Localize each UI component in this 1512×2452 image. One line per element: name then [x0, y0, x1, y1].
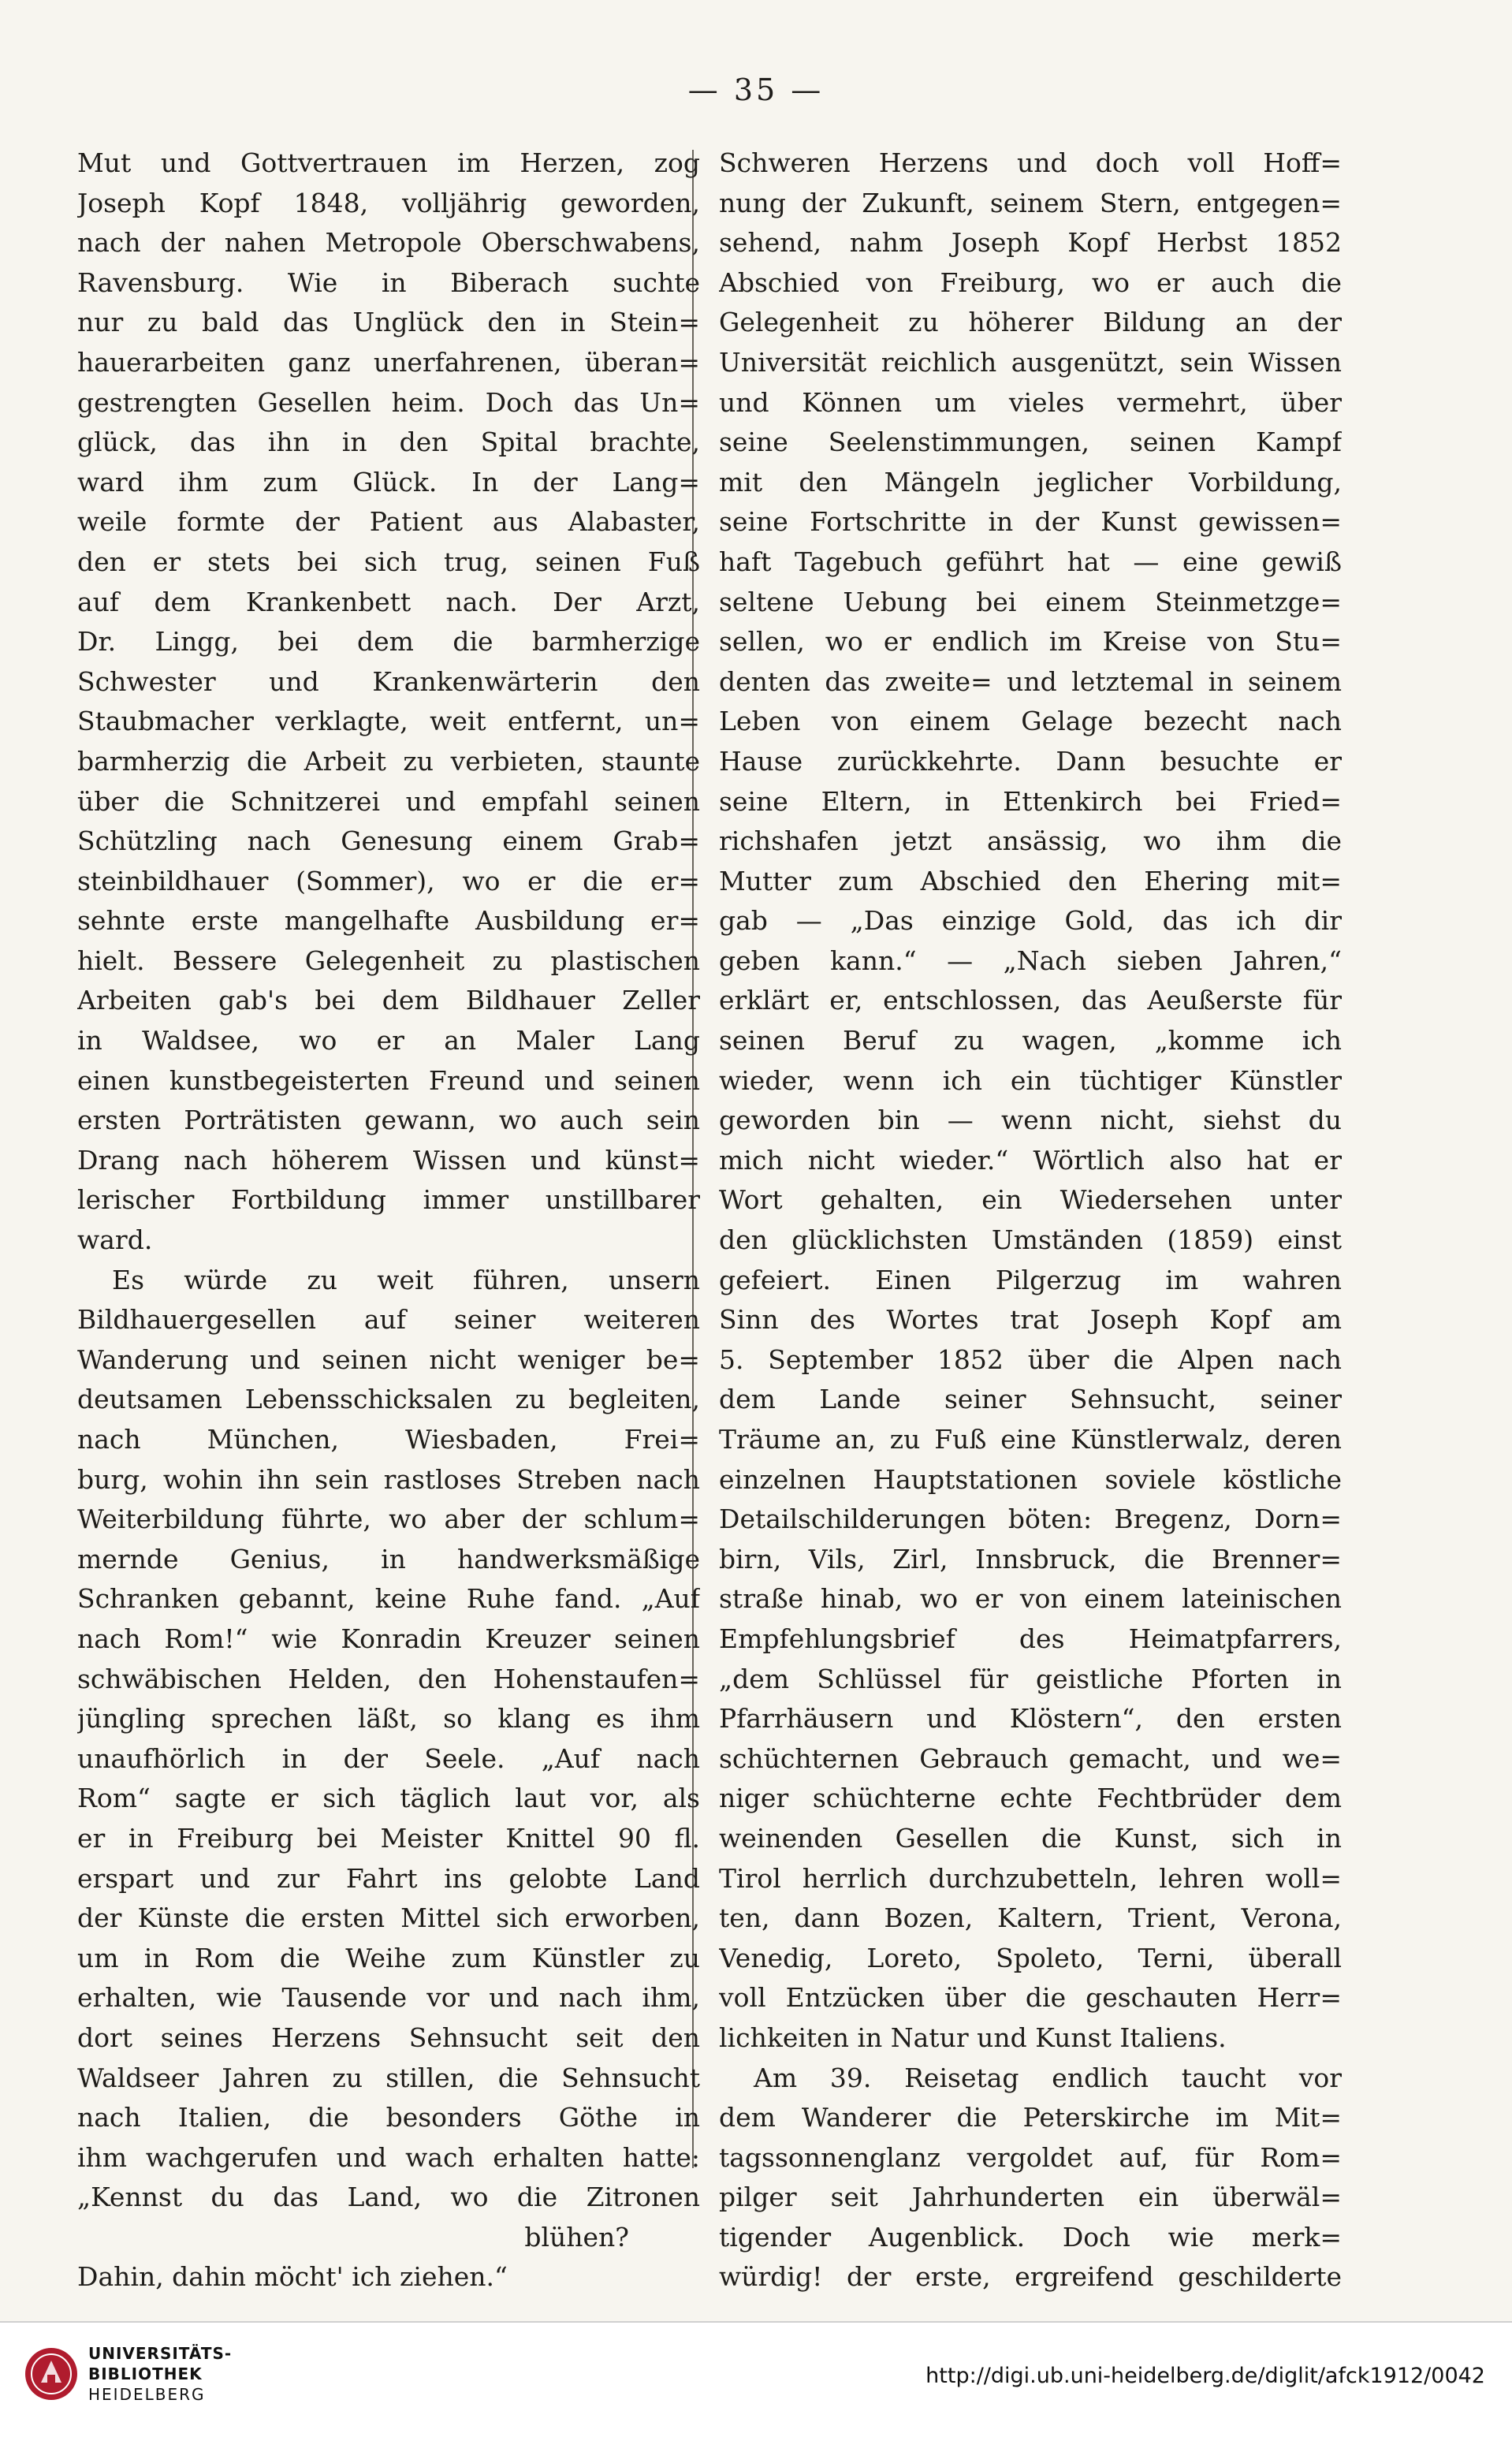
text-line: nur zu bald das Unglück den in Stein=	[77, 307, 700, 338]
text-line: Am 39. Reisetag endlich taucht vor	[754, 2062, 1342, 2093]
text-line: voll Entzücken über die geschauten Herr=	[719, 1982, 1342, 2014]
text-line: einzelnen Hauptstationen soviele köstliche	[719, 1463, 1342, 1495]
text-line: Gelegenheit zu höherer Bildung an der	[719, 307, 1342, 338]
text-line: nach Italien, die besonders Göthe in	[77, 2102, 700, 2133]
text-line: Schweren Herzens und doch voll Hoff=	[719, 147, 1342, 178]
text-line: würdig! der erste, ergreifend geschilderte	[719, 2261, 1342, 2293]
text-line: glück, das ihn in den Spital brachte,	[77, 427, 700, 458]
text-line: tagssonnenglanz vergoldet auf, für Rom=	[719, 2141, 1342, 2173]
text-line: weinenden Gesellen die Kunst, sich in	[719, 1822, 1342, 1854]
text-line: dem Lande seiner Sehnsucht, seiner	[719, 1384, 1342, 1415]
text-line: Detailschilderungen böten: Bregenz, Dorn=	[719, 1504, 1342, 1535]
library-name-line2: BIBLIOTHEK	[88, 2364, 203, 2383]
text-line: den er stets bei sich trug, seinen Fuß	[77, 546, 700, 577]
text-line: Drang nach höherem Wissen und künst=	[77, 1144, 700, 1176]
text-line: Ravensburg. Wie in Biberach suchte	[77, 266, 700, 298]
text-line: straße hinab, wo er von einem lateinischen	[719, 1583, 1342, 1615]
text-line: haft Tagebuch geführt hat — eine gewiß	[719, 546, 1342, 577]
text-line: mit den Mängeln jeglicher Vorbildung,	[719, 466, 1342, 497]
right-text-column	[719, 143, 1342, 2297]
text-line: der Künste die ersten Mittel sich erworben,	[77, 1902, 700, 1934]
text-line: „dem Schlüssel für geistliche Pforten in	[719, 1663, 1342, 1694]
text-line: Schranken gebannt, keine Ruhe fand. „Auf	[77, 1583, 700, 1615]
text-line: nach Rom!“ wie Konradin Kreuzer seinen	[77, 1623, 700, 1654]
text-line: schüchternen Gebrauch gemacht, und we=	[719, 1742, 1342, 1774]
text-line: Hause zurückkehrte. Dann besuchte er	[719, 745, 1342, 777]
text-line: barmherzig die Arbeit zu verbieten, staunte	[77, 745, 700, 777]
text-line: Arbeiten gab's bei dem Bildhauer Zeller	[77, 985, 700, 1016]
text-line: seltene Uebung bei einem Steinmetzge=	[719, 586, 1342, 617]
text-line: Staubmacher verklagte, weit entfernt, un=	[77, 706, 700, 737]
text-line: ihm wachgerufen und wach erhalten hatte:	[77, 2141, 700, 2173]
text-line: auf dem Krankenbett nach. Der Arzt,	[77, 586, 700, 617]
text-line: Universität reichlich ausgenützt, sein Wissen	[719, 346, 1342, 378]
text-line: erhalten, wie Tausende vor und nach ihm,	[77, 1982, 700, 2014]
text-line: Venedig, Loreto, Spoleto, Terni, überall	[719, 1942, 1342, 1973]
text-line: ward ihm zum Glück. In der Lang=	[77, 466, 700, 497]
text-line: seine Seelenstimmungen, seinen Kampf	[719, 427, 1342, 458]
text-line: schwäbischen Helden, den Hohenstaufen=	[77, 1663, 700, 1694]
text-line: „Kennst du das Land, wo die Zitronen	[77, 2182, 700, 2213]
text-line: richshafen jetzt ansässig, wo ihm die	[719, 825, 1342, 857]
permalink-url[interactable]: http://digi.ub.uni-heidelberg.de/diglit/afck1912/0042	[925, 2364, 1485, 2388]
text-line: den glücklichsten Umständen (1859) einst	[719, 1224, 1342, 1256]
text-line: tigender Augenblick. Doch wie merk=	[719, 2221, 1342, 2253]
text-line: Empfehlungsbrief des Heimatpfarrers,	[719, 1623, 1342, 1654]
text-line: Schützling nach Genesung einem Grab=	[77, 825, 700, 857]
text-line: Dr. Lingg, bei dem die barmherzige	[77, 626, 700, 658]
text-line: geben kann.“ — „Nach sieben Jahren,“	[719, 945, 1342, 976]
text-line: nach der nahen Metropole Oberschwabens,	[77, 227, 700, 259]
text-line: einen kunstbegeisterten Freund und seinen	[77, 1064, 700, 1096]
text-line: Joseph Kopf 1848, volljährig geworden,	[77, 187, 700, 218]
text-line: steinbildhauer (Sommer), wo er die er=	[77, 865, 700, 896]
text-line: hauerarbeiten ganz unerfahrenen, überan=	[77, 346, 700, 378]
text-line: er in Freiburg bei Meister Knittel 90 fl.	[77, 1822, 700, 1854]
text-line: erspart und zur Fahrt ins gelobte Land	[77, 1862, 700, 1894]
text-line: dort seines Herzens Sehnsucht seit den	[77, 2022, 700, 2053]
text-line: Sinn des Wortes trat Joseph Kopf am	[719, 1304, 1342, 1336]
text-line: Mutter zum Abschied den Ehering mit=	[719, 865, 1342, 896]
text-line: ten, dann Bozen, Kaltern, Trient, Verona,	[719, 1902, 1342, 1934]
text-line: Mut und Gottvertrauen im Herzen, zog	[77, 147, 700, 178]
text-line: 5. September 1852 über die Alpen nach	[719, 1343, 1342, 1375]
text-line: um in Rom die Weihe zum Künstler zu	[77, 1942, 700, 1973]
text-line: Rom“ sagte er sich täglich laut vor, als	[77, 1783, 700, 1814]
text-line: seine Eltern, in Ettenkirch bei Fried=	[719, 785, 1342, 817]
text-line: Wanderung und seinen nicht weniger be=	[77, 1343, 700, 1375]
text-line: Dahin, dahin möcht' ich ziehen.“	[77, 2261, 508, 2293]
text-line: Waldseer Jahren zu stillen, die Sehnsucht	[77, 2062, 700, 2093]
text-line: seinen Beruf zu wagen, „komme ich	[719, 1025, 1342, 1056]
text-line: ersten Porträtisten gewann, wo auch sein	[77, 1105, 700, 1136]
text-line: burg, wohin ihn sein rastloses Streben nach	[77, 1463, 700, 1495]
text-line: Schwester und Krankenwärterin den	[77, 665, 700, 697]
text-line: nung der Zukunft, seinem Stern, entgegen=	[719, 187, 1342, 218]
text-line: Abschied von Freiburg, wo er auch die	[719, 266, 1342, 298]
text-line: gab — „Das einzige Gold, das ich dir	[719, 905, 1342, 937]
text-line: mich nicht wieder.“ Wörtlich also hat er	[719, 1144, 1342, 1176]
text-line: hielt. Bessere Gelegenheit zu plastischen	[77, 945, 700, 976]
text-line: sehnte erste mangelhafte Ausbildung er=	[77, 905, 700, 937]
text-line: seine Fortschritte in der Kunst gewissen=	[719, 506, 1342, 538]
text-line: weile formte der Patient aus Alabaster,	[77, 506, 700, 538]
text-line: nach München, Wiesbaden, Frei=	[77, 1424, 700, 1455]
text-line: unaufhörlich in der Seele. „Auf nach	[77, 1742, 700, 1774]
text-line: pilger seit Jahrhunderten ein überwäl=	[719, 2182, 1342, 2213]
text-line: blühen?	[524, 2221, 629, 2253]
page-number: — 35 —	[687, 73, 825, 107]
text-line: wieder, wenn ich ein tüchtiger Künstler	[719, 1064, 1342, 1096]
text-line: gefeiert. Einen Pilgerzug im wahren	[719, 1264, 1342, 1295]
library-name-line1: UNIVERSITÄTS-	[88, 2344, 233, 2363]
text-line: birn, Vils, Zirl, Innsbruck, die Brenner=	[719, 1543, 1342, 1574]
text-line: geworden bin — wenn nicht, siehst du	[719, 1105, 1342, 1136]
footer-bar	[0, 2321, 1512, 2452]
text-line: jüngling sprechen läßt, so klang es ihm	[77, 1703, 700, 1735]
university-seal-icon	[24, 2346, 79, 2402]
text-line: über die Schnitzerei und empfahl seinen	[77, 785, 700, 817]
library-name-line3: HEIDELBERG	[88, 2385, 206, 2404]
text-line: in Waldsee, wo er an Maler Lang	[77, 1025, 700, 1056]
text-line: und Können um vieles vermehrt, über	[719, 386, 1342, 418]
text-line: sehend, nahm Joseph Kopf Herbst 1852	[719, 227, 1342, 259]
text-line: niger schüchterne echte Fechtbrüder dem	[719, 1783, 1342, 1814]
text-line: sellen, wo er endlich im Kreise von Stu=	[719, 626, 1342, 658]
text-line: Leben von einem Gelage bezecht nach	[719, 706, 1342, 737]
text-line: Träume an, zu Fuß eine Künstlerwalz, deren	[719, 1424, 1342, 1455]
text-line: deutsamen Lebensschicksalen zu begleiten,	[77, 1384, 700, 1415]
text-line: denten das zweite= und letztemal in seinem	[719, 665, 1342, 697]
text-line: lichkeiten in Natur und Kunst Italiens.	[719, 2022, 1227, 2053]
text-line: Es würde zu weit führen, unsern	[112, 1264, 700, 1295]
text-line: ward.	[77, 1224, 153, 1256]
text-line: mernde Genius, in handwerksmäßige	[77, 1543, 700, 1574]
text-line: Weiterbildung führte, wo aber der schlum=	[77, 1504, 700, 1535]
text-line: Wort gehalten, ein Wiedersehen unter	[719, 1184, 1342, 1216]
text-line: Tirol herrlich durchzubetteln, lehren woll=	[719, 1862, 1342, 1894]
text-line: Pfarrhäusern und Klöstern“, den ersten	[719, 1703, 1342, 1735]
left-text-column	[77, 143, 700, 2297]
text-line: gestrengten Gesellen heim. Doch das Un=	[77, 386, 700, 418]
text-line: dem Wanderer die Peterskirche im Mit=	[719, 2102, 1342, 2133]
text-line: erklärt er, entschlossen, das Aeußerste für	[719, 985, 1342, 1016]
text-line: Bildhauergesellen auf seiner weiteren	[77, 1304, 700, 1336]
library-name	[88, 2343, 232, 2405]
text-line: lerischer Fortbildung immer unstillbarer	[77, 1184, 700, 1216]
